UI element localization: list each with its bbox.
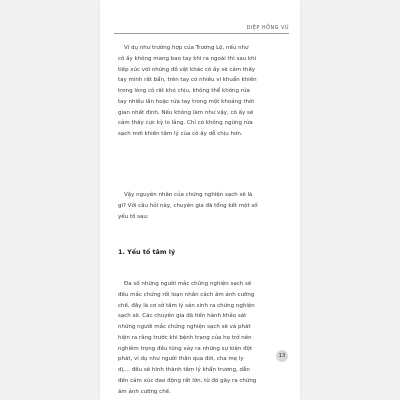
section-heading: 1. Yếu tố tâm lý [118,248,176,256]
text-line: cô ấy không mang bao tay khi ra ngoài thì sau khi [118,55,257,62]
text-line: đều mắc chứng rối loạn nhân cách ám ảnh cưỡng [118,291,255,298]
text-line: gì? Với câu hỏi này, chuyên gia đã tổng kết một số [118,202,258,209]
text-line: đến cảm xúc dao động rất lớn, từ đó gây ra chứng [118,377,257,384]
header-rule [114,33,289,34]
running-head: DIỆP HỒNG VŨ [246,25,289,31]
paragraph-1 [118,43,289,140]
text-line: tiếp xúc với những đồ vật khác cô ấy sẽ cảm thấy [118,66,256,73]
text-line: dị,... đều sẽ hình thành tâm lý khẩn trương, dẫn [118,367,250,373]
text-line: yếu tố sau: [118,213,149,220]
text-line: Vậy nguyên nhân của chứng nghiện sạch sẽ là [124,192,253,198]
text-line: hiện ra rằng trước khi bệnh trạng của họ trở nên [118,334,252,341]
text-line: Đa số những người mắc chứng nghiện sạch sẽ [124,281,252,287]
text-line: gian nhất định. Nếu không làm như vậy, cô ấy sẽ [118,109,254,116]
paragraph-3 [118,279,289,397]
text-line: Ví dụ như trường hợp của Trương Lộ, nếu như [124,45,249,51]
paragraph-2 [118,190,289,222]
book-page [100,0,300,400]
text-line: sạch mới khiến tâm lý của cô ấy dễ chịu hơn. [118,131,243,137]
text-line: cảm thấy cực kỳ lo lắng. Chỉ có không ngừng rửa [118,120,253,127]
text-line: ám ảnh cưỡng chế. [118,388,171,395]
text-line: sạch sẽ. Các chuyên gia đã tiến hành khảo sát [118,313,247,320]
text-line: tay nhiều lần hoặc rửa tay trong một khoảng thời [118,98,254,105]
text-line: nghiêm trọng đều từng xảy ra những sự kiện đột [118,345,253,352]
text-line: tay mình rất bẩn, trên tay có nhiều vi khuẩn khiến [118,77,257,84]
text-line: trong lòng cô rất khó chịu, không thể không rửa [118,88,250,94]
text-line: phát, ví dụ như người thân qua đời, cha mẹ ly [118,356,244,363]
text-line: những người mắc chứng nghiện sạch sẽ và phát [118,324,251,330]
page-number: 13 [276,350,288,362]
text-line: chế, đây là cơ sở tâm lý sản sinh ra chứng nghiện [118,302,255,309]
